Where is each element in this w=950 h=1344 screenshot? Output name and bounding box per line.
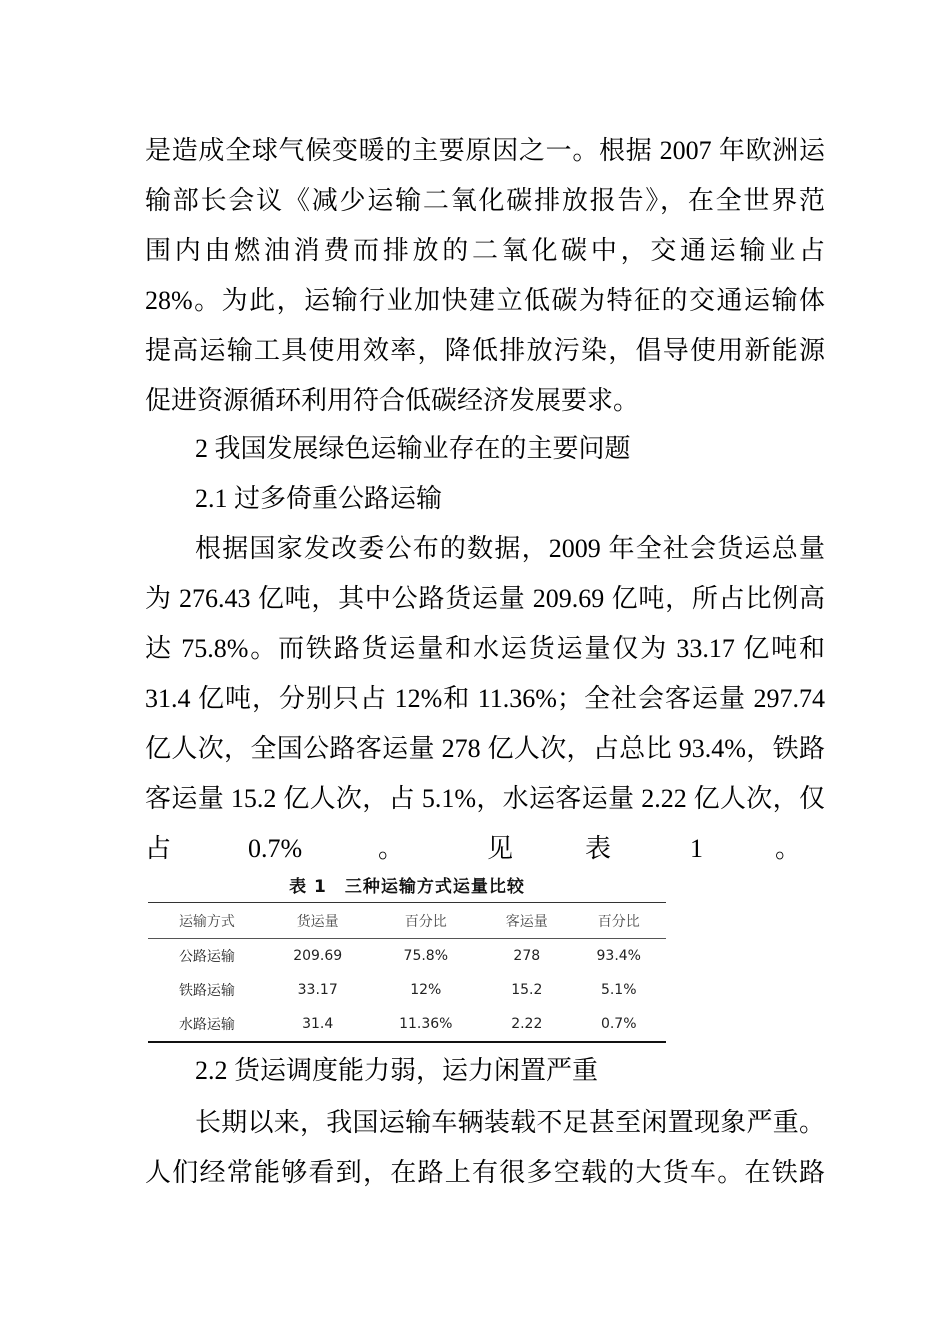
paragraph-line: 围内由燃油消费而排放的二氧化碳中，交通运输业占 <box>145 236 825 265</box>
paragraph-line: 为 276.43 亿吨，其中公路货运量 209.69 亿吨，所占比例高 <box>145 584 825 613</box>
paragraph-line: 根据国家发改委公布的数据，2009 年全社会货运总量 <box>195 534 825 563</box>
text-token: 见 <box>487 834 514 863</box>
table-cell: 公路运输 <box>178 949 235 965</box>
table-row <box>148 973 666 1007</box>
subsection-heading: 2.2 货运调度能力弱，运力闲置严重 <box>195 1056 599 1085</box>
table-cell: 278 <box>513 948 541 964</box>
paragraph-line: 提高运输工具使用效率，降低排放污染，倡导使用新能源 <box>145 336 825 365</box>
paragraph-line: 达 75.8%。而铁路货运量和水运货运量仅为 33.17 亿吨和 <box>145 634 825 663</box>
table-cell: 31.4 <box>266 1007 370 1042</box>
column-header: 客运量 <box>482 903 571 939</box>
text-token: 表 <box>585 834 612 863</box>
table-cell: 铁路运输 <box>178 983 235 999</box>
paragraph-line: 客运量 15.2 亿人次，占 5.1%，水运客运量 2.22 亿人次，仅 <box>145 784 825 813</box>
table-cell: 33.17 <box>297 982 338 998</box>
table-cell: 209.69 <box>293 948 343 964</box>
text-token: 。 <box>775 834 802 863</box>
table-header-row <box>148 903 666 939</box>
text-token: 1 <box>690 834 703 863</box>
paragraph-line: 长期以来，我国运输车辆装载不足甚至闲置现象严重。 <box>195 1108 825 1137</box>
subsection-heading: 2.1 过多倚重公路运输 <box>195 484 443 513</box>
table-cell: 12% <box>410 982 442 998</box>
column-header: 百分比 <box>370 903 483 939</box>
paragraph-line: 人们经常能够看到，在路上有很多空载的大货车。在铁路 <box>145 1158 825 1187</box>
paragraph-line: 31.4 亿吨，分别只占 12%和 11.36%；全社会客运量 297.74 <box>145 684 825 713</box>
paragraph-line: 亿人次，全国公路客运量 278 亿人次，占总比 93.4%，铁路 <box>145 734 825 763</box>
text-token: 0.7% <box>248 834 303 863</box>
data-table-figure <box>148 872 666 1043</box>
table-cell: 11.36% <box>370 1007 483 1042</box>
table-cell: 2.22 <box>482 1007 571 1042</box>
section-heading: 2 我国发展绿色运输业存在的主要问题 <box>195 434 631 463</box>
table-cell: 水路运输 <box>148 1007 266 1042</box>
column-header: 货运量 <box>266 903 370 939</box>
paragraph-line: 是造成全球气候变暖的主要原因之一。根据 2007 年欧洲运 <box>145 136 825 165</box>
text-token: 。 <box>378 834 405 863</box>
table-caption: 表 1 三种运输方式运量比较 <box>289 877 525 897</box>
table-cell: 0.7% <box>572 1007 667 1042</box>
paragraph-line: 促进资源循环利用符合低碳经济发展要求。 <box>145 386 640 415</box>
column-header: 百分比 <box>572 903 667 939</box>
table-cell: 5.1% <box>600 982 637 998</box>
paragraph-line: 输部长会议《减少运输二氧化碳排放报告》，在全世界范 <box>145 186 825 215</box>
table-cell: 75.8% <box>403 948 449 964</box>
table-row <box>148 1007 666 1042</box>
table-cell: 93.4% <box>596 948 641 964</box>
table-row <box>148 939 666 974</box>
table-cell: 15.2 <box>511 982 543 998</box>
text-token: 占 <box>145 834 172 863</box>
column-header: 运输方式 <box>148 903 266 939</box>
paragraph-line: 28%。为此，运输行业加快建立低碳为特征的交通运输体 <box>145 286 825 315</box>
transport-table <box>148 902 666 1043</box>
